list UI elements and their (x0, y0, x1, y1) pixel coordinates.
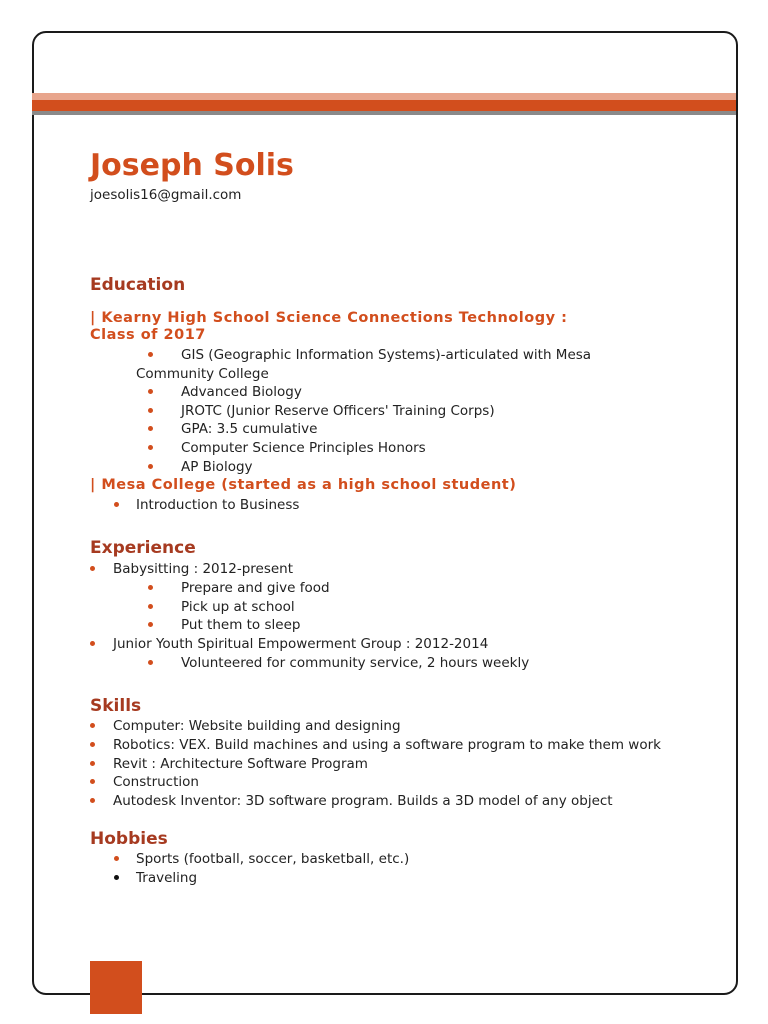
list-item: Prepare and give food (181, 580, 330, 596)
job-label: Babysitting : 2012-present (113, 561, 294, 577)
bullet-icon (114, 856, 119, 861)
school1-heading-line2: Class of 2017 (90, 327, 206, 343)
list-item: Construction (113, 774, 199, 790)
list-item: Robotics: VEX. Build machines and using a software program to make them work (113, 737, 661, 753)
bullet-icon (148, 464, 153, 469)
bullet-icon (90, 641, 95, 646)
list-item: Put them to sleep (181, 617, 301, 633)
bullet-icon (90, 761, 95, 766)
header-band-accent (32, 100, 736, 111)
bullet-icon (148, 585, 153, 590)
list-item: JROTC (Junior Reserve Officers' Training Corps) (181, 403, 495, 419)
job-label: Junior Youth Spiritual Empowerment Group : 2012-2014 (113, 636, 489, 652)
bullet-icon (90, 742, 95, 747)
bullet-icon (148, 604, 153, 609)
school2-heading: | Mesa College (started as a high school student) (90, 477, 517, 493)
education-heading: Education (90, 275, 186, 295)
list-item: Autodesk Inventor: 3D software program. Builds a 3D model of any object (113, 793, 613, 809)
experience-heading: Experience (90, 538, 196, 558)
footer-accent-block (90, 961, 142, 1014)
header-band-light (32, 93, 736, 100)
bullet-icon (90, 798, 95, 803)
list-item: Computer Science Principles Honors (181, 440, 426, 456)
bullet-icon (148, 389, 153, 394)
list-item: Introduction to Business (136, 497, 300, 513)
bullet-icon (90, 723, 95, 728)
list-item: AP Biology (181, 459, 253, 475)
skills-heading: Skills (90, 696, 142, 716)
list-item-continuation: Community College (136, 366, 269, 382)
header-band-grey (32, 111, 736, 115)
bullet-icon (148, 352, 153, 357)
bullet-icon (90, 566, 95, 571)
bullet-icon (148, 426, 153, 431)
bullet-icon (90, 779, 95, 784)
bullet-icon (114, 875, 119, 880)
bullet-icon (148, 445, 153, 450)
list-item: Advanced Biology (181, 384, 302, 400)
applicant-name: Joseph Solis (90, 148, 294, 183)
list-item: Computer: Website building and designing (113, 718, 401, 734)
bullet-icon (114, 502, 119, 507)
list-item: GIS (Geographic Information Systems)-articulated with Mesa (181, 347, 592, 363)
bullet-icon (148, 622, 153, 627)
list-item: Sports (football, soccer, basketball, etc.) (136, 851, 410, 867)
bullet-icon (148, 660, 153, 665)
school1-heading-line1: | Kearny High School Science Connections Technology : (90, 310, 568, 326)
list-item: GPA: 3.5 cumulative (181, 421, 318, 437)
hobbies-heading: Hobbies (90, 829, 168, 849)
bullet-icon (148, 408, 153, 413)
list-item: Revit : Architecture Software Program (113, 756, 368, 772)
list-item: Pick up at school (181, 599, 295, 615)
list-item: Volunteered for community service, 2 hours weekly (181, 655, 530, 671)
applicant-email[interactable]: joesolis16@gmail.com (90, 187, 242, 203)
list-item: Traveling (136, 870, 198, 886)
